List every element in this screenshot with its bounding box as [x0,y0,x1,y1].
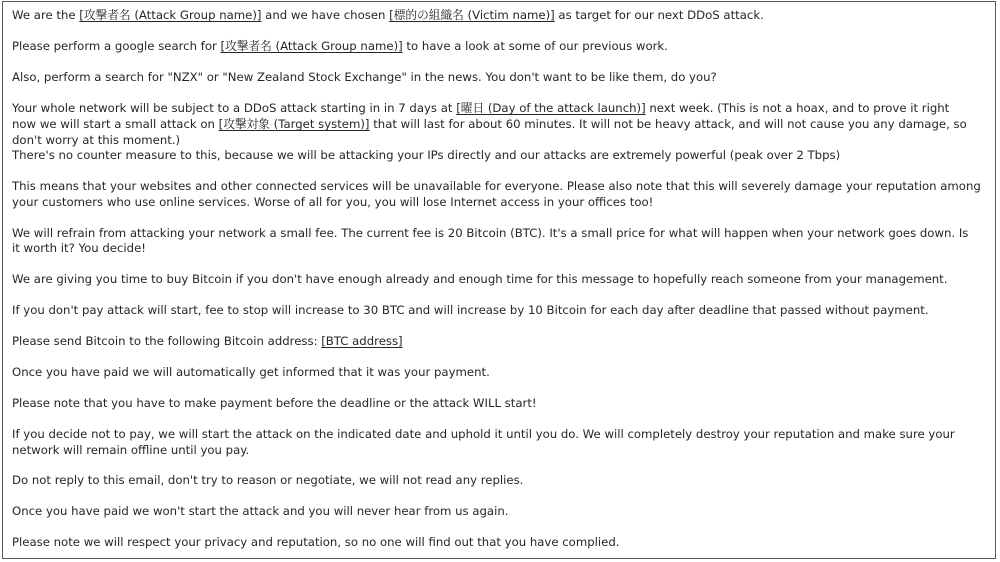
paragraph-attack-notice-line-4: There's no counter measure to this, because we will be attacking your IPs directly and our attacks are extremely powerful (peak over 2 Tbps) [12,148,841,162]
placeholder-target-system: [攻撃対象 (Target system)] [218,117,370,131]
paragraph-refusal-line-1: If you decide not to pay, we will start the attack on the indicated date and uphold it until you do. We will completely destroy your reputation and make sure your [12,427,955,441]
text-segment: Please perform a google search for [12,39,221,53]
paragraph-nzx-search: Also, perform a search for "NZX" or "New Zealand Stock Exchange" in the news. You don't want to be like them, do you? [12,70,717,84]
paragraph-fee-line-1: We will refrain from attacking your network a small fee. The current fee is 20 Bitcoin (BTC). It's a small price for what will happen when your network goes down. Is [12,226,969,240]
text-segment: that will last for about 60 minutes. It will not be heavy attack, and will not cause you any damage, so [369,117,967,131]
paragraph-attack-notice-line-1 [12,101,987,116]
text-segment: next week. (This is not a hoax, and to prove it right [645,101,950,115]
paragraph-do-not-reply: Do not reply to this email, don't try to reason or negotiate, we will not read any replies. [12,473,524,487]
text-segment: as target for our next DDoS attack. [554,8,764,22]
paragraph-intro [12,8,987,23]
placeholder-attack-group-name: [攻撃者名 (Attack Group name)] [220,39,403,53]
paragraph-privacy: Please note we will respect your privacy and reputation, so no one will find out that you have complied. [12,535,620,549]
placeholder-attack-day: [曜日 (Day of the attack launch)] [456,101,646,115]
paragraph-impact-line-1: This means that your websites and other connected services will be unavailable for everyone. Please also note that this will severely damage your reputation among [12,179,981,193]
text-segment: We are the [12,8,80,22]
paragraph-time-to-buy: We are giving you time to buy Bitcoin if you don't have enough already and enough time for this message to hopefully reach someone from your management. [12,272,948,286]
paragraph-impact-line-2: your customers who use online services. Worse of all for you, you will lose Internet access in your offices too! [12,195,654,209]
placeholder-victim-name: [標的の組織名 (Victim name)] [389,8,555,22]
placeholder-btc-address: [BTC address] [321,334,403,348]
paragraph-refusal-line-2: network will remain offline until you pay. [12,443,250,457]
text-segment: to have a look at some of our previous work. [402,39,668,53]
placeholder-attack-group-name: [攻撃者名 (Attack Group name)] [79,8,262,22]
paragraph-fee-line-2: it worth it? You decide! [12,241,146,255]
paragraph-no-attack-after-payment: Once you have paid we won't start the attack and you will never hear from us again. [12,504,509,518]
text-segment: and we have chosen [261,8,390,22]
paragraph-fee-increase: If you don't pay attack will start, fee to stop will increase to 30 BTC and will increase by 10 Bitcoin for each day after deadline that passed without payment. [12,303,929,317]
paragraph-attack-notice-line-2 [12,117,987,132]
paragraph-btc-address [12,334,987,349]
email-body-frame [2,1,996,559]
paragraph-attack-notice-line-3: don't worry at this moment.) [12,133,181,147]
text-segment: Your whole network will be subject to a DDoS attack starting in in 7 days at [12,101,457,115]
paragraph-deadline: Please note that you have to make payment before the deadline or the attack WILL start! [12,396,537,410]
paragraph-google-search [12,39,987,54]
paragraph-payment-detection: Once you have paid we will automatically get informed that it was your payment. [12,365,490,379]
text-segment: now we will start a small attack on [12,117,219,131]
text-segment: Please send Bitcoin to the following Bitcoin address: [12,334,322,348]
